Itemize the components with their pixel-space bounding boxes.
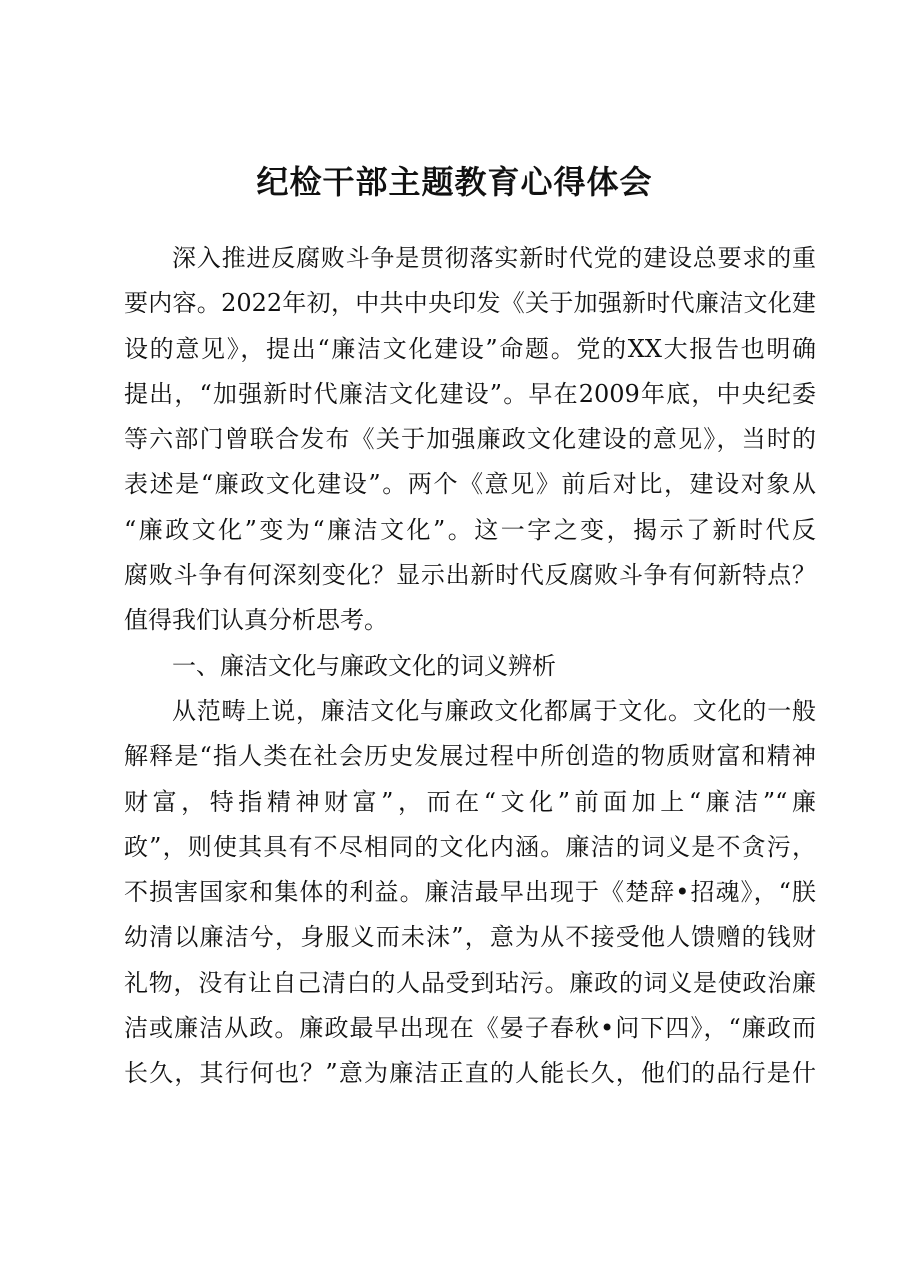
text-line: 表述是“廉政文化建设”。两个《意见》前后对比，建设对象从 <box>124 470 816 499</box>
text-line: 设的意见》，提出“廉洁文化建设”命题。党的XX大报告也明确 <box>124 334 816 363</box>
text-line: 解释是“指人类在社会历史发展过程中所创造的物质财富和精神 <box>124 742 816 771</box>
text-line: 长久，其行何也？”意为廉洁正直的人能长久，他们的品行是什 <box>124 1059 816 1088</box>
text-line: 财富，特指精神财富”，而在“文化”前面加上“廉洁”“廉 <box>124 787 816 816</box>
text-line: “廉政文化”变为“廉洁文化”。这一字之变，揭示了新时代反 <box>124 515 816 544</box>
text-line: 提出，“加强新时代廉洁文化建设”。早在2009年底，中央纪委 <box>124 379 816 408</box>
text-line: 深入推进反腐败斗争是贯彻落实新时代党的建设总要求的重 <box>172 244 816 272</box>
text-line: 洁或廉洁从政。廉政最早出现在《晏子春秋•问下四》，“廉政而 <box>124 1014 816 1043</box>
section-heading-text: 一、廉洁文化与廉政文化的词义辨析 <box>172 651 556 680</box>
text-line: 政”，则使其具有不尽相同的文化内涵。廉洁的词义是不贪污， <box>124 832 816 861</box>
document-title: 纪检干部主题教育心得体会 <box>256 163 653 201</box>
text-line: 不损害国家和集体的利益。廉洁最早出现于《楚辞•招魂》，“朕 <box>124 878 816 907</box>
paragraph-intro <box>124 236 816 644</box>
text-line: 腐败斗争有何深刻变化？显示出新时代反腐败斗争有何新特点？ <box>124 561 816 590</box>
text-line: 从范畴上说，廉洁文化与廉政文化都属于文化。文化的一般 <box>172 696 816 725</box>
text-line: 礼物，没有让自己清白的人品受到玷污。廉政的词义是使政治廉 <box>124 968 816 997</box>
document-body <box>124 236 816 1097</box>
text-line: 值得我们认真分析思考。 <box>124 606 388 635</box>
text-line: 要内容。2022年初，中共中央印发《关于加强新时代廉洁文化建 <box>124 289 816 318</box>
paragraph-definition <box>124 689 816 1097</box>
text-line: 幼清以廉洁兮，身服义而未沬”，意为从不接受他人馈赠的钱财 <box>124 923 816 952</box>
section-heading <box>124 644 816 689</box>
text-line: 等六部门曾联合发布《关于加强廉政文化建设的意见》，当时的 <box>124 425 816 454</box>
